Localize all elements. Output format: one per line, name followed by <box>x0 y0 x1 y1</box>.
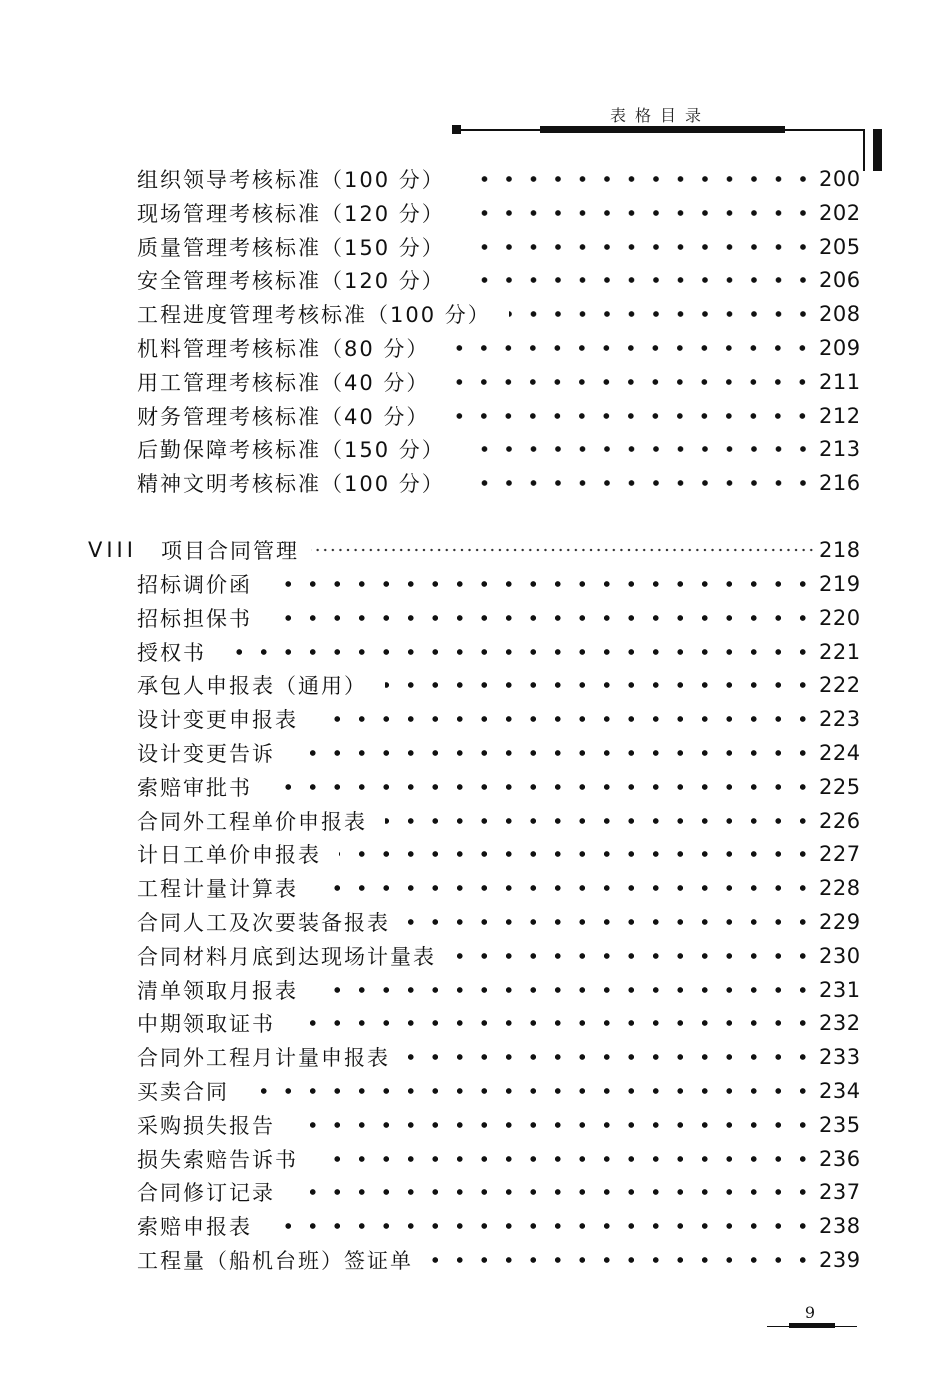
dot-leader <box>293 1122 815 1128</box>
toc-entry[interactable] <box>137 432 861 466</box>
toc-entry-title: 索赔申报表 <box>137 1215 252 1240</box>
toc-entry-page: 230 <box>819 943 861 968</box>
toc-entry-title: 合同外工程单价申报表 <box>137 809 367 834</box>
page-number: 9 <box>804 1303 816 1322</box>
toc-entry[interactable] <box>137 1142 861 1176</box>
toc-entry-page: 212 <box>819 403 861 428</box>
section-title: 项目合同管理 <box>160 539 299 563</box>
toc-entry-title: 招标担保书 <box>137 606 252 631</box>
dot-leader <box>385 818 815 824</box>
toc-entry-title: 工程计量计算表 <box>137 877 298 902</box>
toc-entry-page: 224 <box>819 741 861 765</box>
toc-entry-title: 买卖合同 <box>137 1080 229 1104</box>
dot-leader <box>247 1088 815 1094</box>
toc-entry-title: 合同材料月底到达现场计量表 <box>137 944 436 969</box>
dot-leader <box>224 649 815 655</box>
toc-entry-page: 235 <box>819 1112 861 1137</box>
toc-entry-title: 设计变更告诉 <box>137 742 275 766</box>
toc-entry-title: 设计变更申报表 <box>137 708 298 733</box>
toc-entry-page: 234 <box>819 1079 861 1103</box>
toc-entry-page: 206 <box>819 268 861 293</box>
toc-entry-page: 216 <box>819 471 861 496</box>
toc-entry-page: 229 <box>819 910 861 934</box>
dot-leader <box>431 1257 815 1263</box>
toc-section-heading[interactable] <box>88 533 861 567</box>
toc-entry[interactable] <box>137 736 861 770</box>
toc-entry[interactable] <box>137 567 861 601</box>
dot-leader <box>311 548 815 552</box>
toc-entry-title: 损失索赔告诉书 <box>137 1147 298 1172</box>
toc-entry[interactable] <box>137 331 861 365</box>
dot-leader <box>463 176 815 182</box>
toc-entry[interactable] <box>137 466 861 500</box>
toc-entry[interactable] <box>137 939 861 973</box>
toc-entry[interactable] <box>137 1175 861 1209</box>
toc-entry-title: 工程进度管理考核标准（100 分） <box>137 303 491 328</box>
dot-leader <box>463 480 815 486</box>
toc-entry[interactable] <box>137 1040 861 1074</box>
toc-entry-page: 213 <box>819 437 861 462</box>
dot-leader <box>339 851 815 857</box>
dot-leader <box>463 210 815 216</box>
toc-entry-title: 采购损失报告 <box>137 1113 275 1138</box>
dot-leader <box>447 379 815 385</box>
dot-leader <box>270 615 815 621</box>
toc-entry[interactable] <box>137 263 861 297</box>
toc-entry[interactable] <box>137 635 861 669</box>
dot-leader <box>316 1156 815 1162</box>
dot-leader <box>293 1020 815 1026</box>
toc-entry-title: 承包人申报表（通用） <box>137 674 367 699</box>
toc-entry-title: 用工管理考核标准（40 分） <box>137 370 430 395</box>
toc-entry-page: 232 <box>819 1011 861 1036</box>
dot-leader <box>270 784 815 790</box>
toc-entry[interactable] <box>137 804 861 838</box>
side-tab-bar <box>873 129 882 171</box>
toc-entry-title: 质量管理考核标准（150 分） <box>137 235 445 260</box>
toc-entry-title: 合同外工程月计量申报表 <box>137 1046 390 1071</box>
header-rule-thick <box>540 126 785 133</box>
toc-entry[interactable] <box>137 196 861 230</box>
dot-leader <box>463 446 815 452</box>
toc-entry-title: 后勤保障考核标准（150 分） <box>137 438 445 463</box>
toc-entry-title: 合同修订记录 <box>137 1181 275 1206</box>
toc-entry[interactable] <box>137 770 861 804</box>
toc-entry-title: 招标调价函 <box>137 573 252 597</box>
header-rule-drop <box>863 129 865 171</box>
toc-entry-page: 205 <box>819 234 861 259</box>
toc-entry-title: 财务管理考核标准（40 分） <box>137 404 430 429</box>
dot-leader <box>385 682 815 688</box>
toc-entry-page: 226 <box>819 808 861 833</box>
toc-entry-title: 索赔审批书 <box>137 775 252 800</box>
dot-leader <box>316 987 815 993</box>
toc-entry-title: 工程量（船机台班）签证单 <box>137 1249 413 1273</box>
toc-entry-page: 238 <box>819 1214 861 1239</box>
running-header-title: 表格目录 <box>609 106 710 125</box>
toc-entry-title: 中期领取证书 <box>137 1012 275 1037</box>
dot-leader <box>270 581 815 587</box>
section-page: 218 <box>819 538 861 562</box>
toc-entry-page: 225 <box>819 774 861 799</box>
toc-entry[interactable] <box>137 1209 861 1243</box>
dot-leader <box>447 413 815 419</box>
dot-leader <box>408 919 815 925</box>
toc-entry-title: 精神文明考核标准（100 分） <box>137 472 445 497</box>
toc-entry[interactable] <box>137 1108 861 1142</box>
toc-entry-page: 211 <box>819 369 861 394</box>
toc-entry[interactable] <box>137 297 861 331</box>
toc-entry[interactable] <box>137 601 861 635</box>
toc-entry-page: 228 <box>819 876 861 901</box>
toc-entry-page: 223 <box>819 707 861 732</box>
toc-entry[interactable] <box>137 1243 861 1277</box>
dot-leader <box>463 244 815 250</box>
toc-entry-title: 合同人工及次要装备报表 <box>137 911 390 935</box>
toc-entry-page: 200 <box>819 167 861 191</box>
toc-entry-title: 清单领取月报表 <box>137 978 298 1003</box>
toc-entry-title: 授权书 <box>137 640 206 665</box>
dot-leader <box>454 953 815 959</box>
toc-entry-page: 202 <box>819 200 861 225</box>
toc-entry[interactable] <box>137 973 861 1007</box>
dot-leader <box>509 311 815 317</box>
dot-leader <box>408 1054 815 1060</box>
toc-entry[interactable] <box>137 668 861 702</box>
footer-rule-thick <box>789 1323 835 1328</box>
toc-entry[interactable] <box>137 702 861 736</box>
toc-entry-page: 239 <box>819 1248 861 1272</box>
toc-entry-title: 组织领导考核标准（100 分） <box>137 168 445 192</box>
dot-leader <box>293 750 815 756</box>
dot-leader <box>316 885 815 891</box>
toc-entry-title: 机料管理考核标准（80 分） <box>137 337 430 361</box>
toc-entry-page: 219 <box>819 572 861 596</box>
toc-entry[interactable] <box>137 871 861 905</box>
toc-entry-page: 221 <box>819 639 861 664</box>
toc-entry-page: 220 <box>819 605 861 630</box>
toc-entry-page: 208 <box>819 302 861 327</box>
toc-entry-page: 237 <box>819 1180 861 1205</box>
toc-entry[interactable] <box>137 162 861 196</box>
dot-leader <box>293 1189 815 1195</box>
toc-entry-title: 现场管理考核标准（120 分） <box>137 201 445 226</box>
toc-entry[interactable] <box>137 1074 861 1108</box>
section-number: VIII <box>88 538 137 562</box>
dot-leader <box>463 277 815 283</box>
toc-entry-page: 236 <box>819 1146 861 1171</box>
toc-entry[interactable] <box>137 905 861 939</box>
dot-leader <box>447 345 815 351</box>
toc-entry-title: 计日工单价申报表 <box>137 843 321 868</box>
toc-entry-page: 231 <box>819 977 861 1002</box>
toc-entry-page: 222 <box>819 673 861 698</box>
toc-entry-title: 安全管理考核标准（120 分） <box>137 269 445 294</box>
header-rule-cap <box>452 125 461 134</box>
toc-entry-page: 227 <box>819 842 861 867</box>
toc-entry[interactable] <box>137 837 861 871</box>
toc-entry[interactable] <box>137 230 861 264</box>
dot-leader <box>316 716 815 722</box>
toc-entry[interactable] <box>137 365 861 399</box>
toc-entry-page: 209 <box>819 336 861 360</box>
toc-entry-page: 233 <box>819 1045 861 1070</box>
toc-entry[interactable] <box>137 399 861 433</box>
toc-entry[interactable] <box>137 1006 861 1040</box>
dot-leader <box>270 1223 815 1229</box>
